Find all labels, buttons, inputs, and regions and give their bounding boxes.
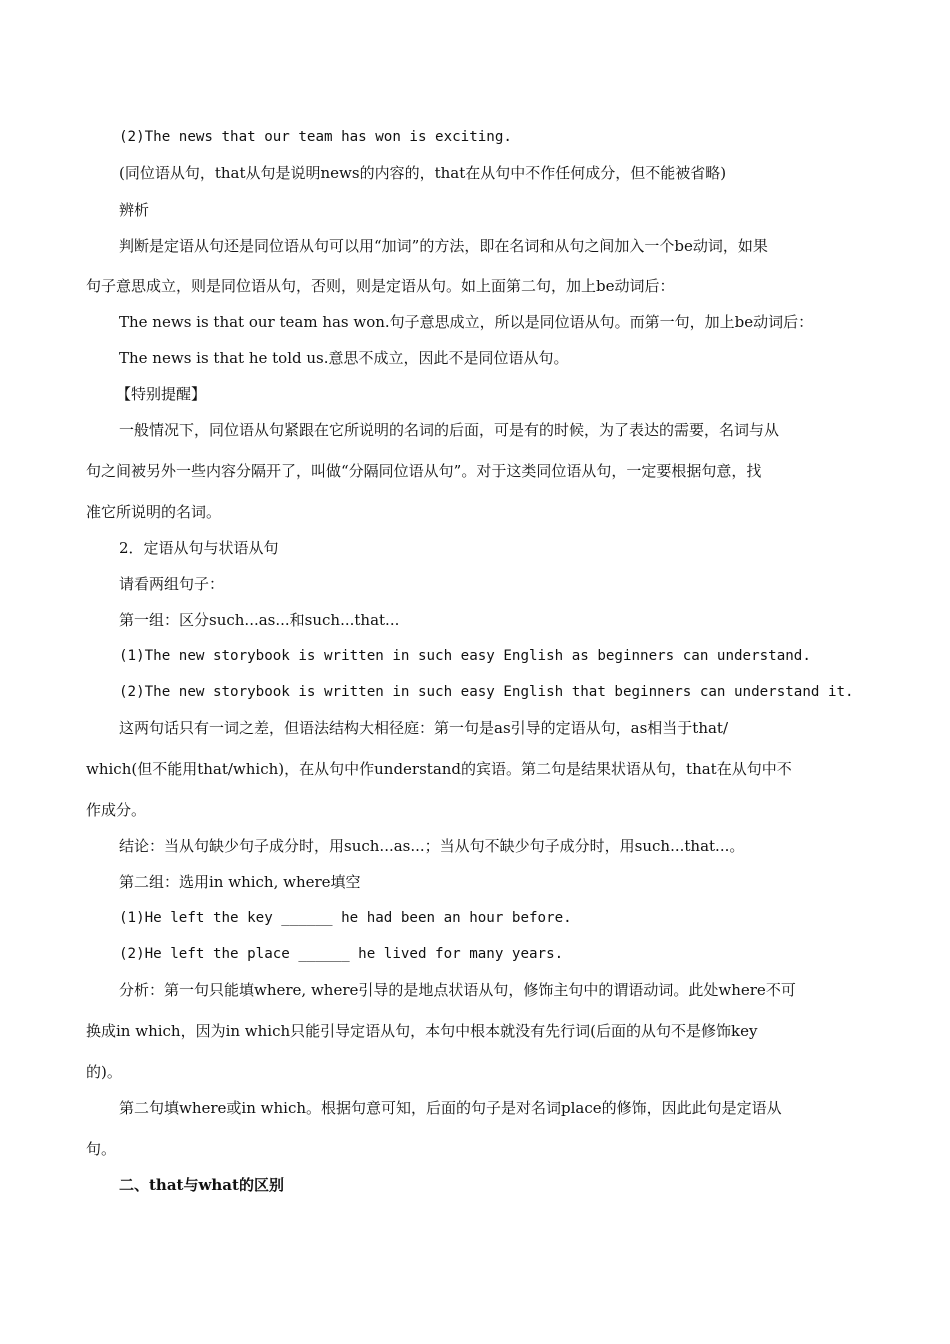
paragraph-line: 句子意思成立，则是同位语从句，否则，则是定语从句。如上面第二句，加上be动词后： [86, 277, 675, 295]
example-sentence: (2)He left the place ______ he lived for many years. [119, 946, 564, 962]
paragraph-line: 句。 [86, 1140, 117, 1158]
paragraph-line: 换成in which，因为in which只能引导定语从句，本句中根本就没有先行词(后面的从句不是修饰key [86, 1022, 758, 1040]
appositive-explanation: (同位语从句，that从句是说明news的内容的，that在从句中不作任何成分，但不能被省略) [119, 164, 727, 182]
special-reminder-heading: 【特别提醒】 [116, 385, 207, 403]
paragraph-line: 请看两组句子： [119, 575, 225, 593]
paragraph-line: 的)。 [86, 1063, 122, 1081]
paragraph-line: 作成分。 [86, 801, 147, 819]
paragraph-line: which(但不能用that/which)，在从句中作understand的宾语。第二句是结果状语从句，that在从句中不 [86, 760, 792, 778]
example-sentence: (1)The new storybook is written in such easy English as beginners can understand. [119, 648, 811, 664]
paragraph-line: 第二句填where或in which。根据句意可知，后面的句子是对名词place的修饰，因此此句是定语从 [119, 1099, 782, 1117]
analysis-line: 分析：第一句只能填where, where引导的是地点状语从句，修饰主句中的谓语动词。此处where不可 [119, 981, 796, 999]
subsection-heading: 2．定语从句与状语从句 [119, 539, 279, 557]
example-sentence-2: (2)The news that our team has won is exciting. [119, 129, 512, 145]
conclusion-line: 结论：当从句缺少句子成分时，用such...as...；当从句不缺少句子成分时，用such...that...。 [119, 837, 745, 855]
paragraph-line: 准它所说明的名词。 [86, 503, 222, 521]
paragraph-line: 第二组：选用in which, where填空 [119, 873, 361, 891]
paragraph-line: 这两句话只有一词之差，但语法结构大相径庭：第一句是as引导的定语从句，as相当于that/ [119, 719, 728, 737]
paragraph-line: 第一组：区分such...as...和such...that... [119, 611, 400, 629]
example-sentence: (1)He left the key ______ he had been an hour before. [119, 910, 572, 926]
paragraph-line: The news is that he told us.意思不成立，因此不是同位语从句。 [119, 349, 569, 367]
section-heading: 二、that与what的区别 [119, 1176, 284, 1194]
example-sentence: (2)The new storybook is written in such easy English that beginners can understand it. [119, 684, 854, 700]
paragraph-line: The news is that our team has won.句子意思成立，所以是同位语从句。而第一句，加上be动词后： [119, 313, 814, 331]
section-heading-analysis: 辨析 [119, 201, 150, 219]
paragraph-line: 一般情况下，同位语从句紧跟在它所说明的名词的后面，可是有的时候，为了表达的需要，名词与从 [119, 421, 780, 439]
paragraph-line: 判断是定语从句还是同位语从句可以用“加词”的方法，即在名词和从句之间加入一个be动词，如果 [119, 237, 768, 255]
paragraph-line: 句之间被另外一些内容分隔开了，叫做“分隔同位语从句”。对于这类同位语从句，一定要根据句意，找 [86, 462, 762, 480]
